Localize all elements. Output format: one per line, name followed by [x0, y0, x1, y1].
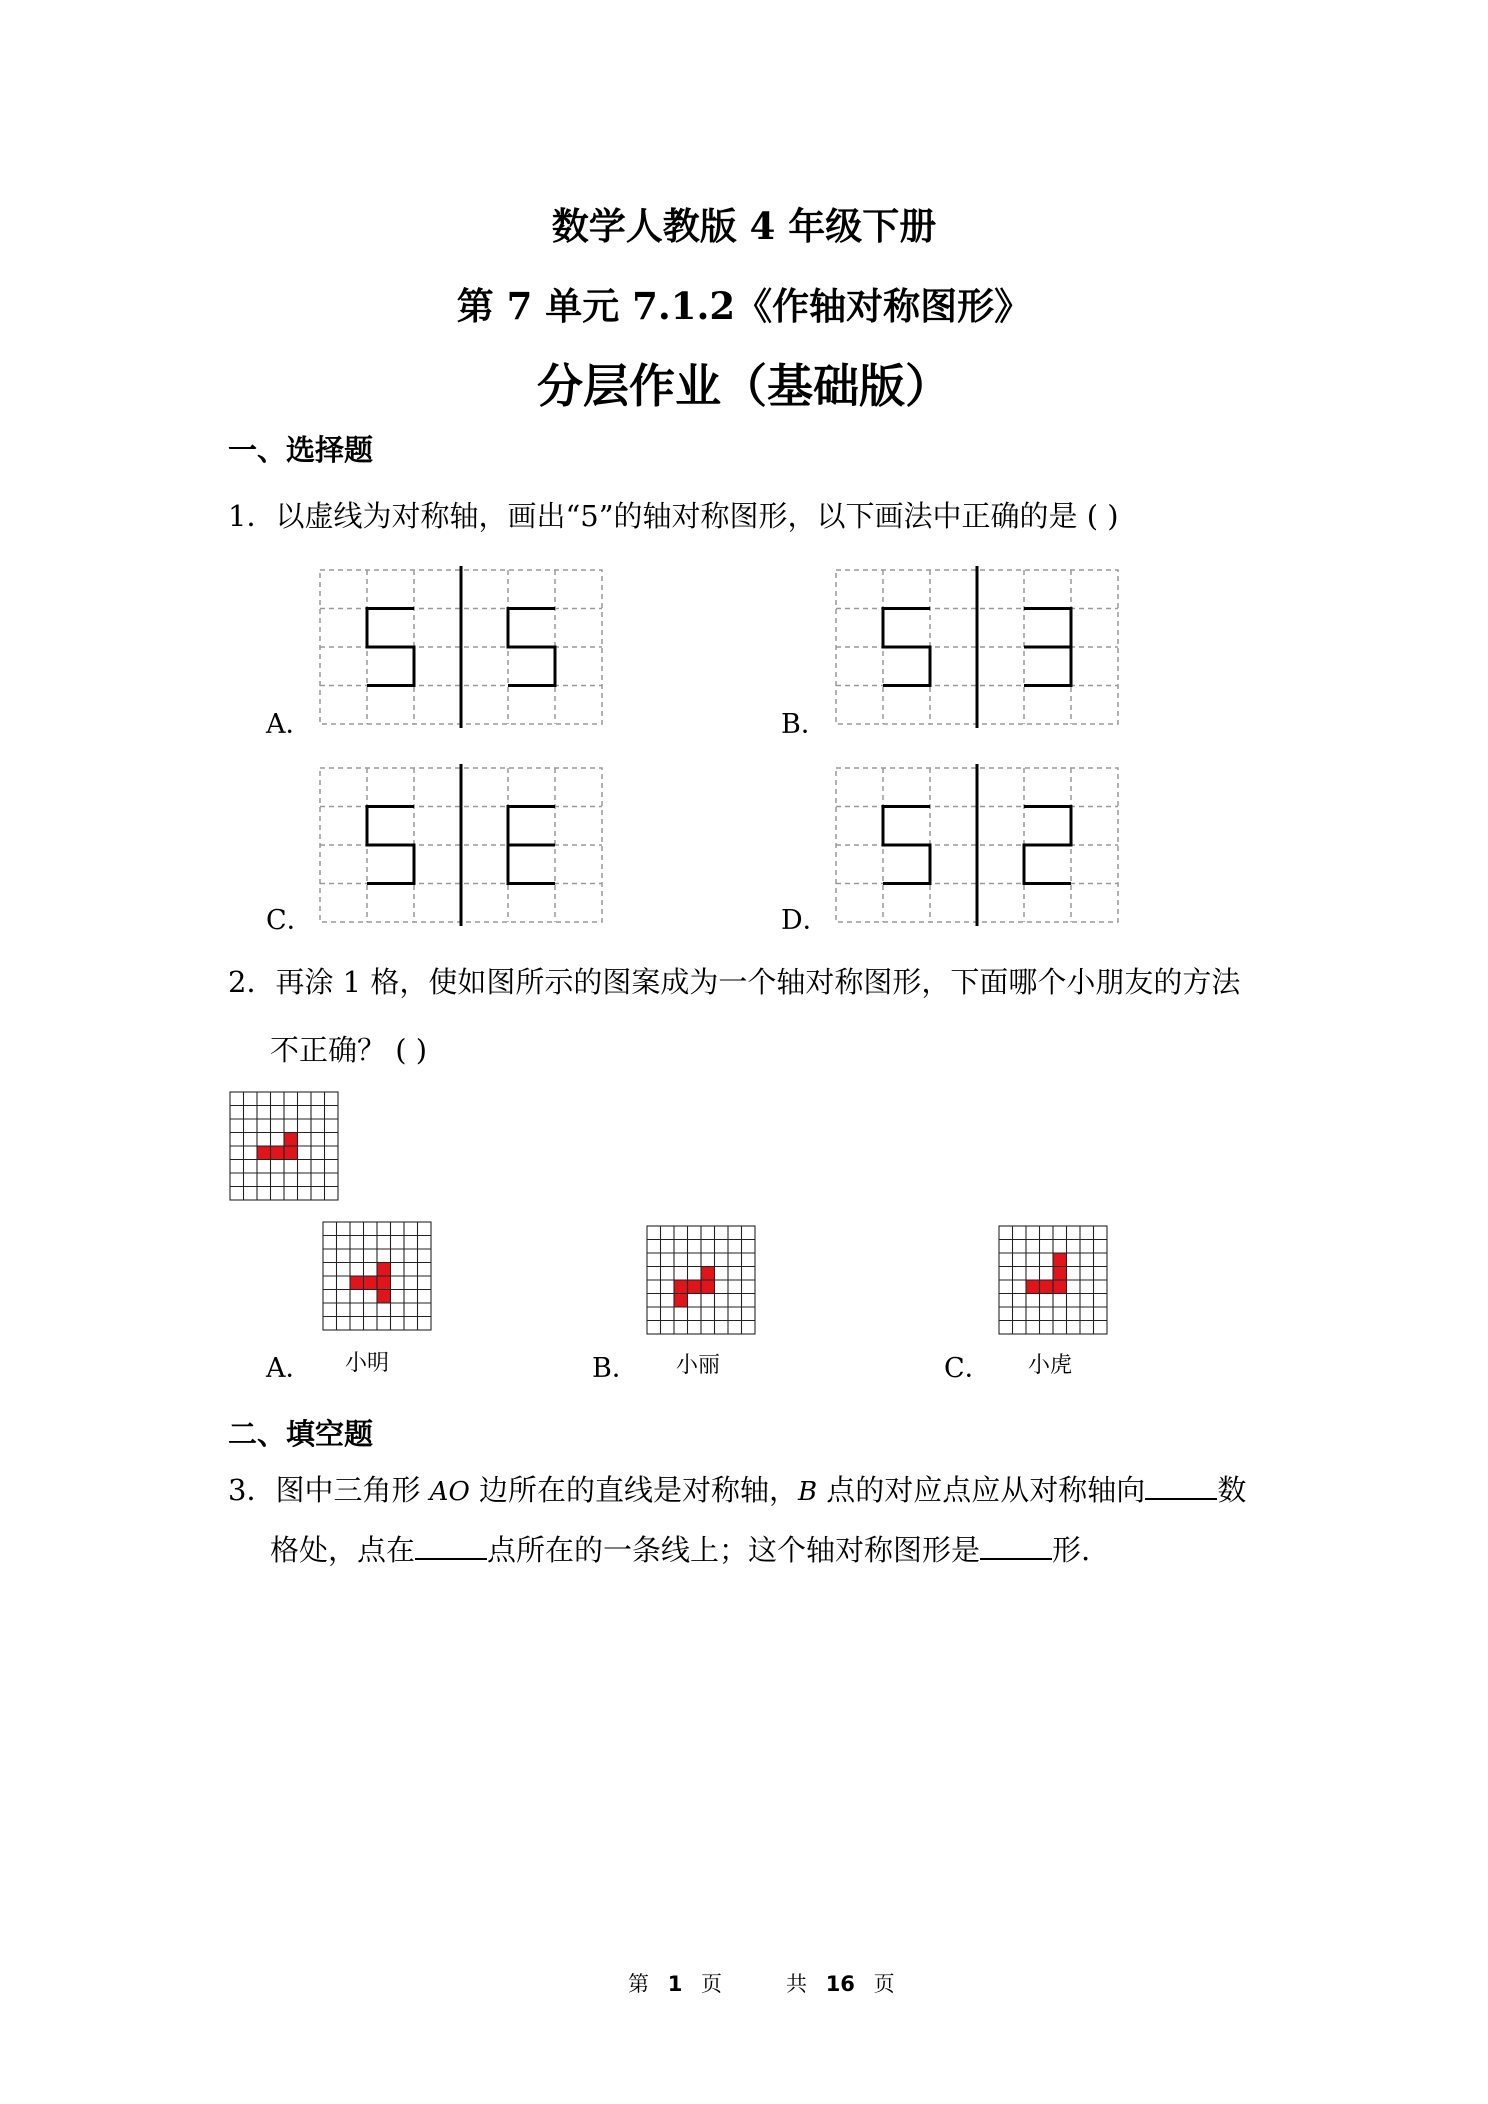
section-1-heading: 一、选择题 [228, 433, 374, 467]
page-num: 1 [667, 1972, 683, 1996]
q1-option-d-figure[interactable] [836, 768, 1118, 922]
question-3-text-2c: 形. [1052, 1533, 1091, 1567]
question-1 [228, 496, 1119, 536]
page-suffix: 页 [701, 1972, 722, 1996]
question-3-line-2 [270, 1530, 1090, 1570]
question-3-text-2a: 格处，点在 [270, 1533, 416, 1567]
question-3-b: B [797, 1477, 818, 1507]
q1-option-b-label[interactable]: B． [781, 709, 828, 740]
question-3-blank-2[interactable] [415, 1530, 487, 1560]
question-3-blank-1[interactable] [1145, 1470, 1217, 1500]
q2-option-b-grid[interactable] [647, 1226, 755, 1334]
q2-option-a-name: 小明 [345, 1351, 390, 1376]
page-prefix: 第 [628, 1972, 649, 1996]
q2-option-b-name: 小丽 [676, 1353, 721, 1378]
question-1-text: 以虚线为对称轴，画出“5”的轴对称图形，以下画法中正确的是 ( ) [275, 499, 1119, 533]
title-line-3: 分层作业（基础版） [537, 359, 951, 413]
question-3-text-1c: 点的对应点应从对称轴向 [817, 1473, 1146, 1507]
page-number [628, 1968, 722, 1998]
q2-option-c-name: 小虎 [1028, 1353, 1073, 1378]
total-suffix: 页 [873, 1972, 895, 1996]
q2-reference-grid [230, 1092, 338, 1200]
question-3-number: 3． [228, 1473, 276, 1507]
q1-option-a-figure[interactable] [320, 570, 602, 724]
q1-option-c-label[interactable]: C． [266, 905, 314, 936]
q2-option-a-label[interactable]: A． [266, 1353, 313, 1384]
question-3-blank-3[interactable] [980, 1530, 1052, 1560]
q2-option-c-grid[interactable] [999, 1226, 1107, 1334]
q1-option-d-label[interactable]: D． [781, 905, 830, 936]
question-2-line-2: 不正确？ ( ) [270, 1033, 428, 1067]
question-3-line-1 [228, 1470, 1246, 1512]
question-2-line-1 [228, 962, 1240, 1002]
q1-option-a-label[interactable]: A． [266, 709, 313, 740]
q2-option-a-grid[interactable] [323, 1222, 431, 1330]
q2-option-b-label[interactable]: B． [592, 1353, 639, 1384]
title-line-1: 数学人教版 4 年级下册 [551, 204, 937, 248]
question-2-number: 2． [228, 965, 276, 999]
title-line-2: 第 7 单元 7.1.2《作轴对称图形》 [456, 284, 1032, 328]
q1-option-b-figure[interactable] [836, 570, 1118, 724]
question-3-text-1b: 边所在的直线是对称轴， [469, 1473, 798, 1507]
page-total [786, 1968, 895, 1998]
section-2-heading: 二、填空题 [228, 1417, 374, 1451]
total-prefix: 共 [786, 1972, 807, 1996]
question-3-text-2b: 点所在的一条线上；这个轴对称图形是 [487, 1533, 981, 1567]
question-3-text-1a: 图中三角形 [275, 1473, 430, 1507]
question-3-ao: AO [429, 1477, 470, 1507]
question-2-text-1: 再涂 1 格，使如图所示的图案成为一个轴对称图形，下面哪个小朋友的方法 [275, 965, 1241, 999]
question-3-text-1d: 数 [1217, 1473, 1247, 1507]
total-num: 16 [825, 1972, 855, 1996]
q1-option-c-figure[interactable] [320, 768, 602, 922]
question-1-number: 1． [228, 499, 276, 533]
q2-option-c-label[interactable]: C． [944, 1353, 992, 1384]
